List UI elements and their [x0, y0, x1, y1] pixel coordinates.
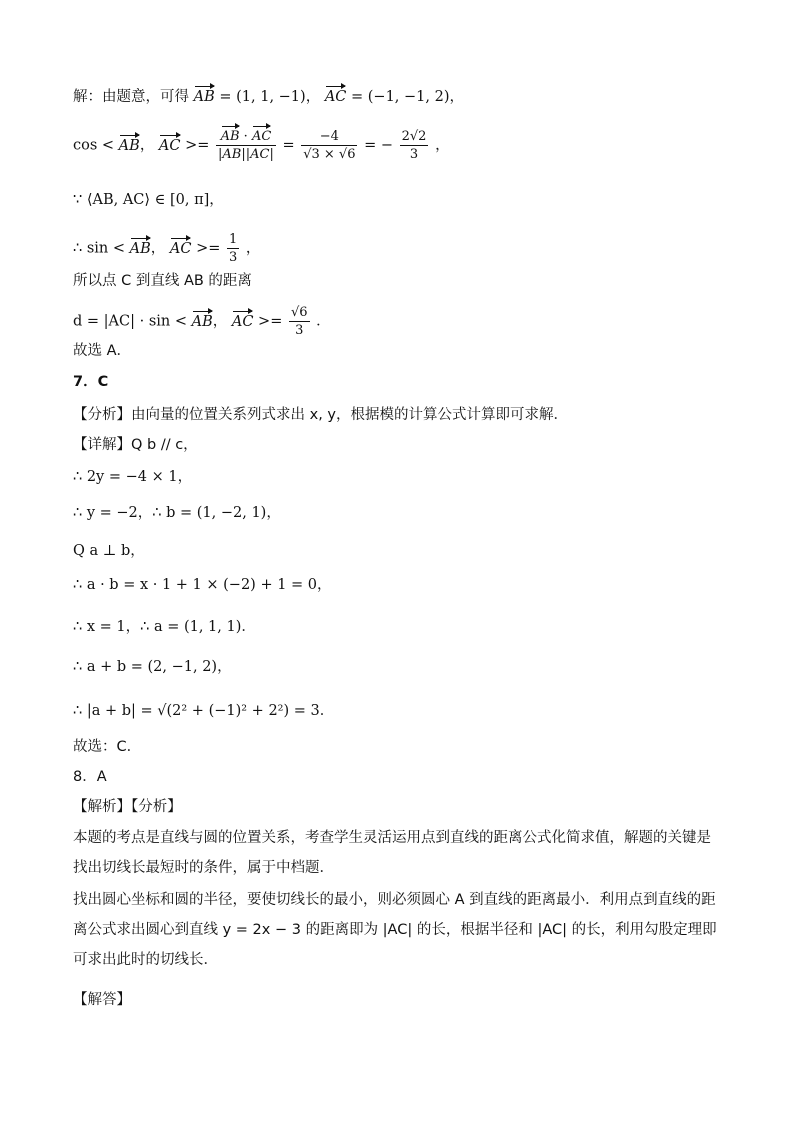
- question-8-answer-tag: 【解答】: [73, 992, 131, 1008]
- fraction-denominator: 3: [228, 250, 238, 265]
- question-8-tags: 【解析】【分析】: [73, 799, 182, 815]
- solution-answer: 故选 A．: [73, 343, 132, 359]
- fraction-denominator: 3: [409, 147, 419, 162]
- vector-ab: AB: [118, 137, 140, 154]
- vector-ac: AC: [169, 240, 192, 257]
- solution-line-2: [73, 130, 734, 161]
- fraction-numerator: −4: [301, 130, 357, 146]
- equals-minus: = −: [364, 137, 394, 154]
- angle-close: >=: [196, 240, 221, 257]
- step-1: ∴ 2y = −4 × 1，: [73, 469, 193, 485]
- fraction-denominator: √3 × √6: [303, 147, 356, 162]
- step-3: Q a ⊥ b，: [73, 543, 145, 559]
- fraction-denominator: 3: [295, 323, 304, 338]
- vector-ac-value: = (−1, −1, 2): [351, 89, 450, 105]
- solution-line-6: [73, 306, 734, 337]
- cos-label: cos <: [73, 137, 115, 154]
- fraction-one-third: [227, 233, 239, 264]
- step-6: ∴ a + b = (2, −1, 2)，: [73, 659, 232, 675]
- question-8-paragraph-2: 找出圆心坐标和圆的半径，要使切线长的最小，则必须圆心 A 到直线的距离最小．利用点到直线的距离公式求出圆心到直线 y = 2x − 3 的距离即为 |AC| 的长，根据半径和 |AC| 的长，利用勾股定理即可求出此时的切线长．: [73, 892, 717, 968]
- solution-line-1: [73, 90, 734, 105]
- equals: =: [282, 137, 295, 154]
- vector-ab: AB: [191, 313, 213, 330]
- solution-line-3: ∵ ⟨AB, AC⟩ ∈ [0, π]，: [73, 192, 224, 208]
- comma: ，: [150, 240, 166, 257]
- step-4: ∴ a · b = x · 1 + 1 × (−2) + 1 = 0，: [73, 577, 332, 593]
- vector-ab: AB: [193, 89, 215, 105]
- vector-ab: AB: [220, 129, 240, 144]
- fraction-result: [400, 130, 429, 161]
- vector-ac: AC: [158, 137, 181, 154]
- vector-ab-value: = (1, 1, −1): [219, 89, 306, 105]
- vector-ab: AB: [129, 240, 151, 257]
- vector-ac: AC: [251, 129, 272, 144]
- angle-close: >=: [258, 313, 283, 330]
- solution-line-5: 所以点 C 到直线 AB 的距离: [73, 273, 252, 289]
- question-8-header: 8．A: [73, 769, 107, 785]
- fraction-numerator: 1: [228, 232, 238, 247]
- fraction-numerator: √6: [290, 305, 308, 320]
- vector-ac: AC: [324, 89, 347, 105]
- question-8-paragraph-1: 本题的考点是直线与圆的位置关系，考查学生灵活运用点到直线的距离公式化简求值，解题的关键是找出切线长最短时的条件，属于中档题．: [73, 830, 711, 876]
- period: ．: [316, 313, 331, 330]
- question-7-analysis: 【分析】由向量的位置关系列式求出 x, y，根据模的计算公式计算即可求解．: [73, 407, 568, 423]
- vector-ac: AC: [231, 313, 254, 330]
- fraction-numerator: 2√2: [401, 129, 427, 144]
- fraction-root6-over-3: [289, 306, 310, 337]
- question-7-header: 7．C: [73, 374, 109, 390]
- comma: ，: [245, 240, 261, 257]
- comma: ，: [212, 313, 228, 330]
- angle-close: >=: [185, 137, 210, 154]
- question-7-answer: 故选：C．: [73, 739, 142, 755]
- fraction-values: [301, 130, 357, 161]
- dot-operator: ·: [243, 129, 248, 144]
- sin-label: ∴ sin <: [73, 240, 126, 257]
- fraction-dot-over-norms: [216, 130, 276, 161]
- comma: ，: [139, 137, 155, 154]
- step-7: ∴ |a + b| = √(2² + (−1)² + 2²) = 3．: [73, 703, 335, 719]
- question-7-detail: 【详解】Q b // c，: [73, 437, 198, 453]
- comma: ，: [435, 137, 450, 154]
- solution-line-4: [73, 233, 734, 264]
- distance-formula: d = |AC| · sin <: [73, 313, 187, 330]
- step-2: ∴ y = −2，∴ b = (1, −2, 1)，: [73, 505, 281, 521]
- comma: ，: [449, 89, 464, 105]
- fraction-denominator: |AB||AC|: [218, 147, 274, 162]
- comma: ，: [305, 89, 321, 105]
- step-5: ∴ x = 1，∴ a = (1, 1, 1)．: [73, 619, 256, 635]
- solution-intro: 解：由题意，可得: [73, 89, 189, 105]
